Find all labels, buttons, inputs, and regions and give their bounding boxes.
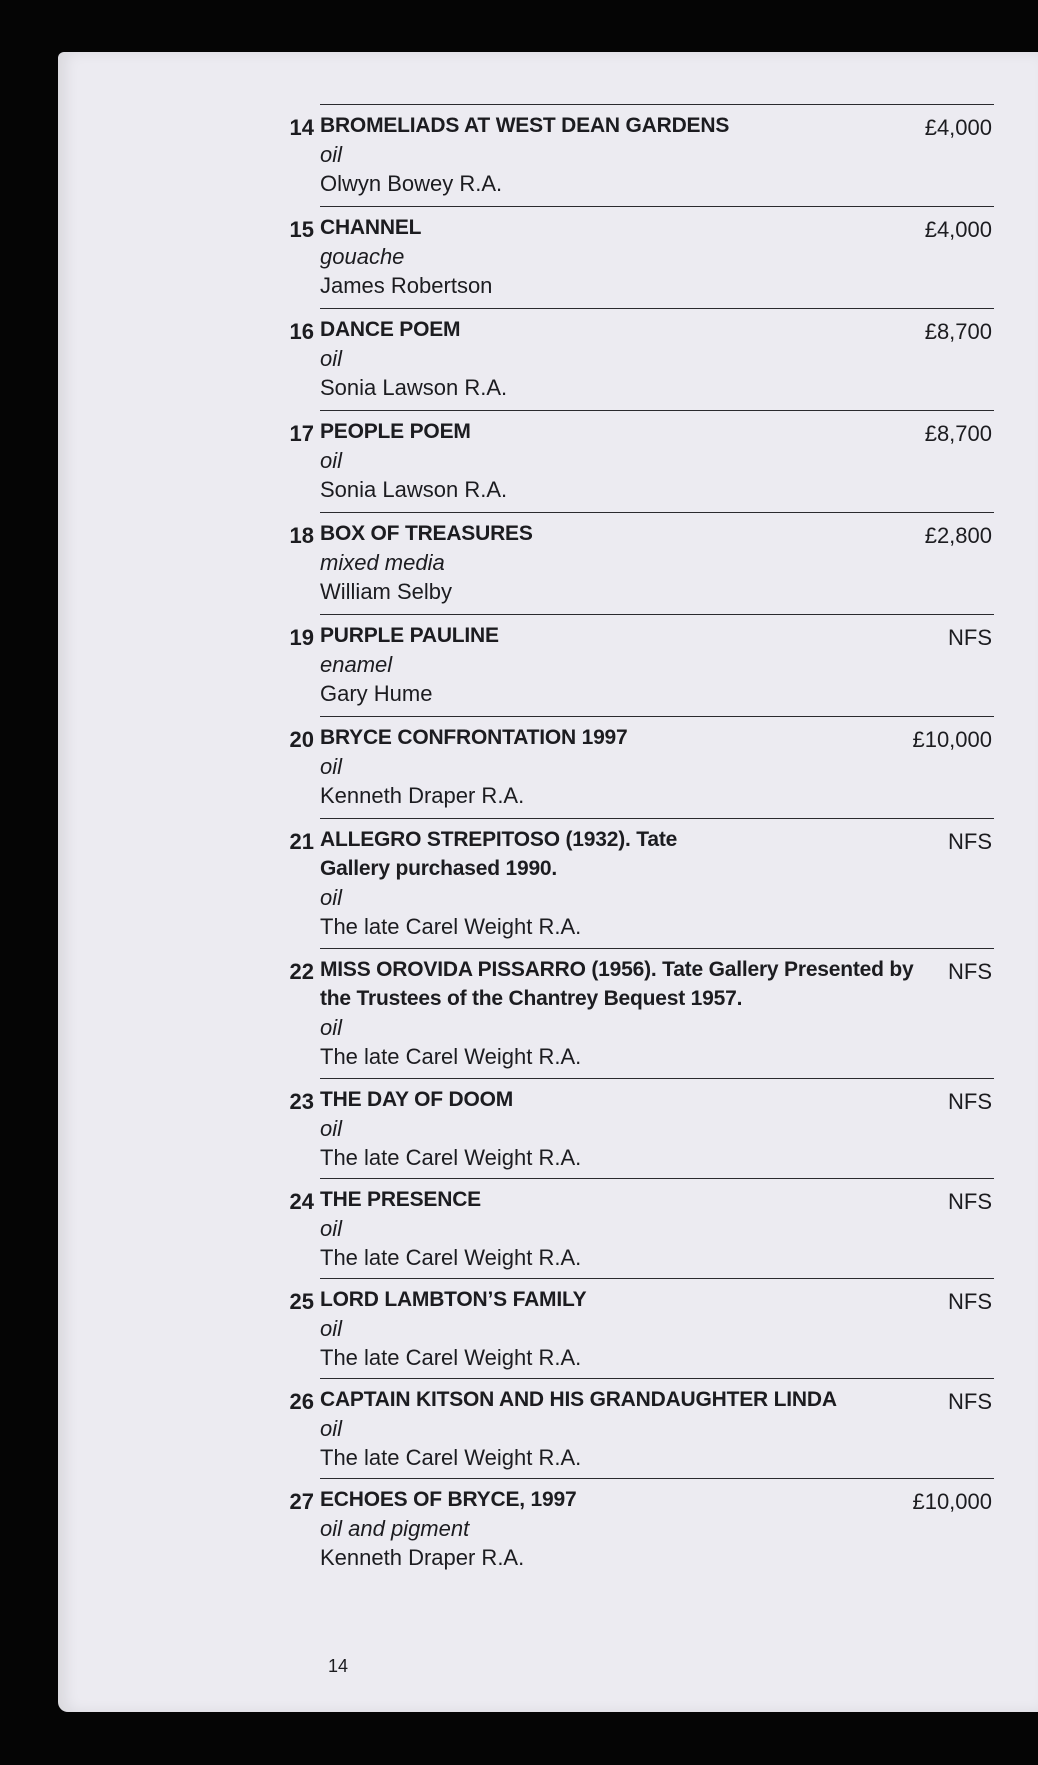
entry-number: 18: [289, 523, 314, 548]
entry-medium: oil: [320, 1216, 343, 1241]
entry-title: THE PRESENCE: [320, 1188, 481, 1211]
entry-medium: oil: [320, 142, 343, 167]
entry-artist: Kenneth Draper R.A.: [320, 1545, 525, 1570]
catalogue-entry: [289, 1378, 994, 1472]
entry-price: £4,000: [924, 217, 992, 242]
entry-number: 20: [289, 727, 314, 752]
entry-price: £8,700: [924, 421, 992, 446]
show-through-text: [130, 330, 136, 356]
entry-artist: Kenneth Draper R.A.: [320, 783, 525, 808]
entry-price: NFS: [948, 1189, 992, 1214]
catalogue-entry: [289, 308, 994, 402]
entry-number: 24: [289, 1189, 314, 1214]
entry-medium: oil: [320, 1116, 343, 1141]
entry-title: BROMELIADS AT WEST DEAN GARDENS: [320, 114, 730, 137]
entry-artist: James Robertson: [320, 273, 493, 298]
catalogue-entry: [289, 1078, 994, 1172]
entry-medium: oil: [320, 754, 343, 779]
catalogue-entry: [289, 206, 994, 300]
entry-number: 26: [289, 1389, 314, 1414]
entry-medium: oil: [320, 1316, 343, 1341]
entry-medium: mixed media: [320, 550, 445, 575]
entry-number: 14: [289, 115, 314, 140]
entry-artist: The late Carel Weight R.A.: [320, 1044, 582, 1069]
entry-artist: The late Carel Weight R.A.: [320, 1245, 582, 1270]
entry-number: 19: [289, 625, 314, 650]
entry-medium: oil: [320, 1015, 343, 1040]
catalogue-entry: [289, 948, 994, 1071]
entry-title: ECHOES OF BRYCE, 1997: [320, 1488, 577, 1511]
entry-number: 17: [289, 421, 314, 446]
entry-title: THE DAY OF DOOM: [320, 1088, 514, 1111]
entry-price: £4,000: [924, 115, 992, 140]
catalogue-entry: [289, 1478, 994, 1572]
entry-medium: enamel: [320, 652, 393, 677]
catalogue-entry: [289, 512, 994, 606]
entry-title: DANCE POEM: [320, 318, 461, 341]
entry-artist: Sonia Lawson R.A.: [320, 375, 508, 400]
entry-artist: Gary Hume: [320, 681, 433, 706]
entry-artist: The late Carel Weight R.A.: [320, 1345, 582, 1370]
entry-number: 23: [289, 1089, 314, 1114]
entry-artist: Sonia Lawson R.A.: [320, 477, 508, 502]
entry-price: £10,000: [912, 1489, 992, 1514]
entry-number: 21: [289, 829, 314, 854]
entry-title: PURPLE PAULINE: [320, 624, 499, 647]
entry-price: £8,700: [924, 319, 992, 344]
entry-price: NFS: [948, 625, 992, 650]
entry-price: NFS: [948, 1289, 992, 1314]
catalogue-entry: [289, 410, 994, 504]
entry-title: LORD LAMBTON’S FAMILY: [320, 1288, 587, 1311]
entry-medium: oil: [320, 448, 343, 473]
entry-artist: The late Carel Weight R.A.: [320, 1445, 582, 1470]
entry-artist: The late Carel Weight R.A.: [320, 914, 582, 939]
entry-title: CAPTAIN KITSON AND HIS GRANDAUGHTER LINDA: [320, 1388, 837, 1411]
entry-title: MISS OROVIDA PISSARRO (1956). Tate Gallery Presented by the Trustees of the Chantrey Bequest 1957.: [320, 958, 914, 1010]
entry-title: ALLEGRO STREPITOSO (1932). Tate Gallery purchased 1990.: [320, 828, 678, 880]
page-number: 14: [328, 1656, 349, 1676]
entry-artist: The late Carel Weight R.A.: [320, 1145, 582, 1170]
entry-title: BOX OF TREASURES: [320, 522, 533, 545]
catalogue-entry: [289, 614, 994, 708]
entry-medium: gouache: [320, 244, 405, 269]
entry-artist: William Selby: [320, 579, 453, 604]
entry-artist: Olwyn Bowey R.A.: [320, 171, 503, 196]
entry-number: 16: [289, 319, 314, 344]
entry-number: 15: [289, 217, 314, 242]
entry-price: NFS: [948, 1089, 992, 1114]
entry-price: £10,000: [912, 727, 992, 752]
catalogue-entry: [289, 1278, 994, 1372]
entry-title: BRYCE CONFRONTATION 1997: [320, 726, 628, 749]
catalogue-entry: [289, 1178, 994, 1272]
entry-price: NFS: [948, 829, 992, 854]
entry-price: NFS: [948, 959, 992, 984]
entry-number: 25: [289, 1289, 314, 1314]
catalogue-entry: [289, 104, 994, 198]
catalogue-entry: [289, 818, 994, 941]
entry-number: 27: [289, 1489, 314, 1514]
entry-number: 22: [289, 959, 314, 984]
catalogue-entry: [289, 716, 994, 810]
entry-title: PEOPLE POEM: [320, 420, 471, 443]
entry-medium: oil: [320, 885, 343, 910]
entry-price: £2,800: [924, 523, 992, 548]
entry-price: NFS: [948, 1389, 992, 1414]
entry-title: CHANNEL: [320, 216, 422, 239]
entry-medium: oil and pigment: [320, 1516, 470, 1541]
entry-medium: oil: [320, 346, 343, 371]
entry-medium: oil: [320, 1416, 343, 1441]
